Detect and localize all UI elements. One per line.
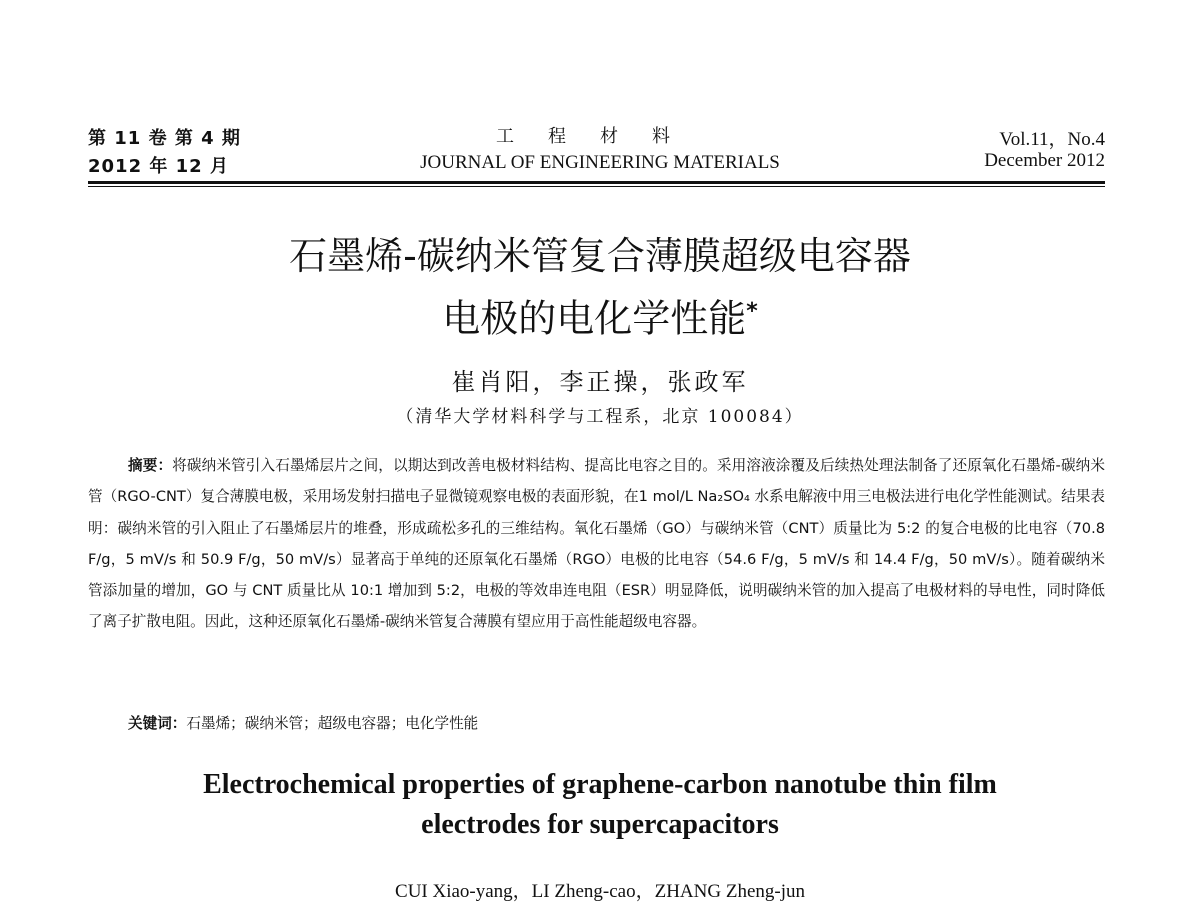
abstract-label: 摘要： <box>128 457 173 474</box>
header-rule-thin <box>88 186 1105 187</box>
keywords <box>128 712 478 733</box>
header-rule-thick <box>88 181 1105 184</box>
authors-en: CUI Xiao-yang，LI Zheng-cao，ZHANG Zheng-jun <box>395 881 805 902</box>
title-cn-line2-text: 电极的电化学性能 <box>442 296 747 341</box>
journal-name-en: JOURNAL OF ENGINEERING MATERIALS <box>420 152 780 173</box>
title-en-line1: Electrochemical properties of graphene-carbon nanotube thin film <box>203 769 997 800</box>
volume-issue-en: Vol.11，No.4 <box>999 129 1105 150</box>
keywords-label: 关键词： <box>128 715 187 732</box>
title-en-line2: electrodes for supercapacitors <box>421 809 779 840</box>
journal-name-cn: 工程材料 <box>496 126 704 147</box>
title-cn-line1: 石墨烯-碳纳米管复合薄膜超级电容器 <box>289 234 911 278</box>
footnote-mark: * <box>746 299 758 324</box>
affiliation-cn: （清华大学材料科学与工程系，北京 100084） <box>396 407 804 427</box>
date-cn: 2012 年 12 月 <box>88 156 229 177</box>
keywords-text: 石墨烯；碳纳米管；超级电容器；电化学性能 <box>186 715 479 732</box>
abstract <box>88 450 1105 638</box>
authors-cn: 崔肖阳，李正操，张政军 <box>451 368 749 396</box>
volume-issue-cn: 第 11 卷 第 4 期 <box>88 128 241 149</box>
title-cn-line2 <box>0 284 1200 347</box>
abstract-text: 将碳纳米管引入石墨烯层片之间，以期达到改善电极材料结构、提高比电容之目的。采用溶液涂覆及后续热处理法制备了还原氧化石墨烯-碳纳米管（RGO-CNT）复合薄膜电极，采用场发射扫描电子显微镜观察电极的表面形貌，在1 mol/L Na₂SO₄ 水系电解液中用三电极法进行电化学性能测试。结果表明：碳纳米管的引入阻止了石墨烯层片的堆叠，形成疏松多孔的三维结构。氧化石墨烯（GO）与碳纳米管（CNT）质量比为 5:2 的复合电极的比电容（70.8 F/g，5 mV/s 和 50.9 F/g，50 mV/s）显著高于单纯的还原氧化石墨烯（RGO）电极的比电容（54.6 F/g，5 mV/s 和 14.4 F/g，50 mV/s）。随着碳纳米管添加量的增加，GO 与 CNT 质量比从 10:1 增加到 5:2，电极的等效串连电阻（ESR）明显降低，说明碳纳米管的加入提高了电极材料的导电性，同时降低了离子扩散电阻。因此，这种还原氧化石墨烯-碳纳米管复合薄膜有望应用于高性能超级电容器。 <box>88 457 1105 631</box>
date-en: December 2012 <box>984 150 1105 171</box>
